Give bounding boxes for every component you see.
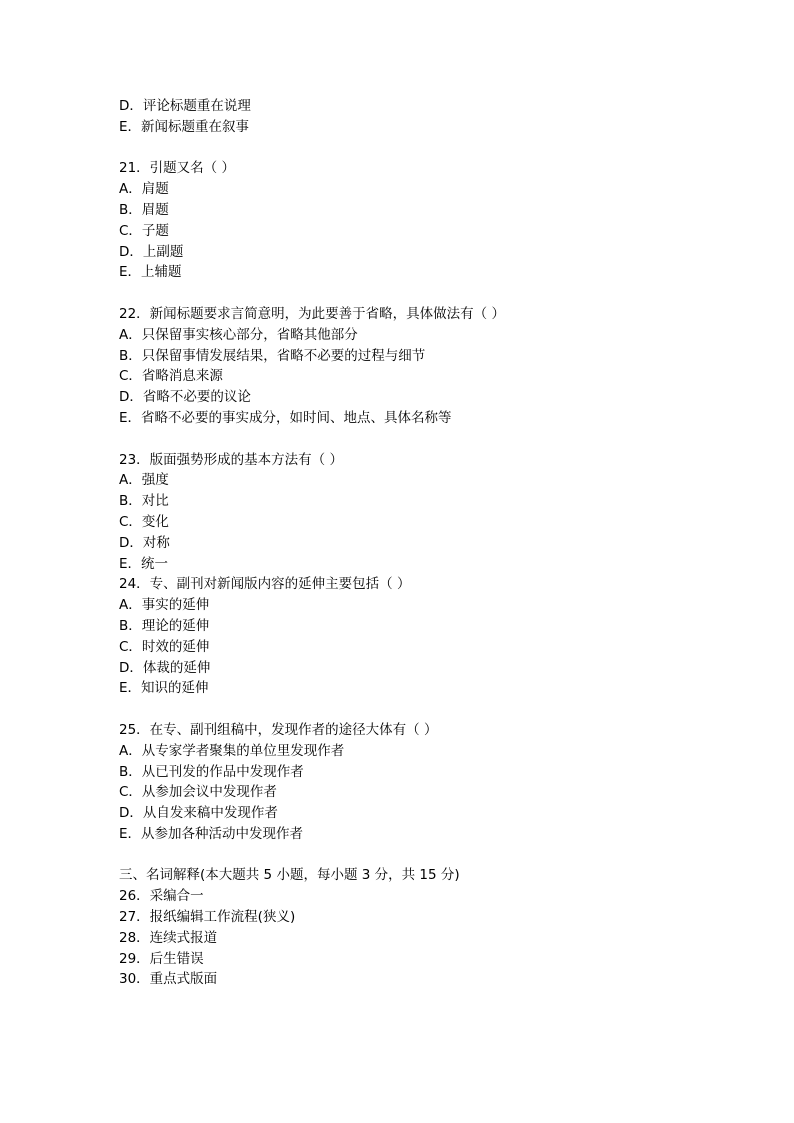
q26-term: 26．采编合一 bbox=[119, 888, 204, 905]
q21-option-c: C．子题 bbox=[119, 222, 169, 239]
q21-option-e: E．上辅题 bbox=[119, 264, 182, 281]
q23-question: 23．版面强势形成的基本方法有（ ） bbox=[119, 451, 343, 468]
q20-option-e: E．新闻标题重在叙事 bbox=[119, 118, 250, 135]
q25-option-b: B．从已刊发的作品中发现作者 bbox=[119, 763, 304, 780]
q22-option-b: B．只保留事情发展结果，省略不必要的过程与细节 bbox=[119, 347, 426, 364]
q23-option-a: A．强度 bbox=[119, 472, 169, 489]
q23-option-c: C．变化 bbox=[119, 513, 169, 530]
q23-option-d: D．对称 bbox=[119, 534, 170, 551]
q25-option-e: E．从参加各种活动中发现作者 bbox=[119, 825, 304, 842]
exam-content bbox=[119, 96, 719, 990]
q22-question: 22．新闻标题要求言简意明，为此要善于省略，具体做法有（ ） bbox=[119, 305, 505, 322]
spacer bbox=[119, 845, 719, 866]
spacer bbox=[119, 283, 719, 304]
q22-option-d: D．省略不必要的议论 bbox=[119, 389, 251, 406]
q24-option-e: E．知识的延伸 bbox=[119, 680, 209, 697]
q25-question: 25．在专、副刊组稿中，发现作者的途径大体有（ ） bbox=[119, 721, 438, 738]
spacer bbox=[119, 138, 719, 159]
q30-term: 30．重点式版面 bbox=[119, 971, 218, 988]
q22-option-c: C．省略消息来源 bbox=[119, 368, 223, 385]
q24-option-d: D．体裁的延伸 bbox=[119, 659, 211, 676]
q23-option-b: B．对比 bbox=[119, 493, 169, 510]
section-three-heading: 三、名词解释(本大题共 5 小题，每小题 3 分，共 15 分) bbox=[119, 867, 460, 884]
q21-option-d: D．上副题 bbox=[119, 243, 184, 260]
spacer bbox=[119, 699, 719, 720]
q21-option-b: B．眉题 bbox=[119, 201, 169, 218]
q24-option-c: C．时效的延伸 bbox=[119, 638, 210, 655]
q22-option-a: A．只保留事实核心部分，省略其他部分 bbox=[119, 326, 358, 343]
q27-term: 27．报纸编辑工作流程(狭义) bbox=[119, 909, 296, 926]
q24-option-a: A．事实的延伸 bbox=[119, 597, 210, 614]
q23-option-e: E．统一 bbox=[119, 555, 169, 572]
q25-option-a: A．从专家学者聚集的单位里发现作者 bbox=[119, 742, 345, 759]
spacer bbox=[119, 429, 719, 450]
q25-option-c: C．从参加会议中发现作者 bbox=[119, 784, 277, 801]
q20-option-d: D．评论标题重在说理 bbox=[119, 98, 251, 114]
q28-term: 28．连续式报道 bbox=[119, 929, 218, 946]
q21-question: 21．引题又名（ ） bbox=[119, 160, 235, 177]
q24-option-b: B．理论的延伸 bbox=[119, 617, 210, 634]
q24-question: 24．专、副刊对新闻版内容的延伸主要包括（ ） bbox=[119, 576, 411, 593]
q29-term: 29．后生错误 bbox=[119, 950, 204, 967]
q22-option-e: E．省略不必要的事实成分，如时间、地点、具体名称等 bbox=[119, 409, 452, 426]
q25-option-d: D．从自发来稿中发现作者 bbox=[119, 805, 278, 822]
q21-option-a: A．肩题 bbox=[119, 181, 169, 198]
